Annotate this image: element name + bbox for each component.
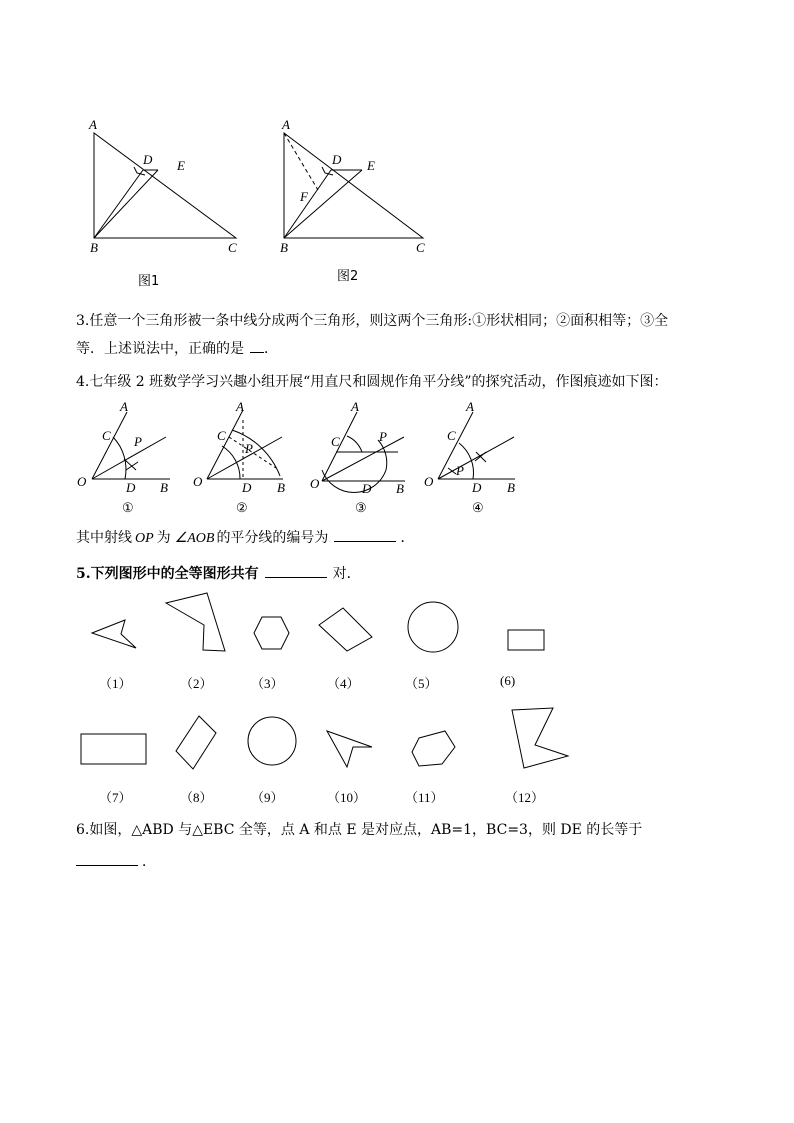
q4f1-label-a: A bbox=[120, 399, 128, 414]
question-6-answer-line bbox=[76, 851, 156, 873]
q5-caption-12: （12） bbox=[505, 790, 545, 805]
fig2-label-c: C bbox=[416, 240, 425, 255]
shape-5 bbox=[408, 602, 458, 652]
fig1-label-d: D bbox=[143, 152, 153, 167]
q4f3-label-o: O bbox=[310, 476, 320, 491]
q4f3-label-d: D bbox=[362, 481, 372, 496]
shape-12 bbox=[512, 708, 568, 768]
fig2-caption: 图2 bbox=[337, 269, 359, 284]
q4f4-label-o: O bbox=[424, 474, 434, 489]
fig2-label-b: B bbox=[280, 240, 288, 255]
q5-caption-6: (6) bbox=[500, 673, 516, 688]
shape-6 bbox=[508, 630, 544, 650]
fig1-label-a: A bbox=[89, 117, 97, 132]
q5-caption-5: （5） bbox=[405, 676, 438, 691]
q4f4-label-d: D bbox=[472, 480, 482, 495]
q5-stem-post: 对． bbox=[332, 566, 361, 582]
q4f4-label-b: B bbox=[507, 480, 515, 495]
q4f1-label-d: D bbox=[126, 480, 136, 495]
q4-answer-end: ． bbox=[400, 530, 415, 546]
q4f4-label-a: A bbox=[466, 399, 474, 414]
q4f2-label-o: O bbox=[193, 474, 203, 489]
shape-8 bbox=[176, 716, 216, 769]
shape-2 bbox=[166, 593, 225, 651]
q4f3-label-a: A bbox=[351, 399, 359, 414]
q4-marker-1: ① bbox=[122, 500, 134, 515]
q4f1-label-p: P bbox=[134, 434, 142, 449]
fig2-label-e: E bbox=[367, 158, 375, 173]
q4-marker-2: ② bbox=[236, 500, 248, 515]
fig1-label-b: B bbox=[90, 240, 98, 255]
q6-answer-blank[interactable] bbox=[76, 865, 138, 866]
q4-answer-pre: 其中射线 bbox=[76, 530, 132, 546]
q4f3-label-c: C bbox=[331, 434, 340, 449]
q5-caption-4: （4） bbox=[327, 676, 360, 691]
question-3-text: 等．上述说法中，正确的是 bbox=[76, 341, 244, 357]
fig2-label-a: A bbox=[282, 117, 290, 132]
q5-caption-10: （10） bbox=[327, 790, 367, 805]
q4f1-label-o: O bbox=[77, 474, 87, 489]
q4f2-label-b: B bbox=[277, 480, 285, 495]
q5-caption-8: （8） bbox=[180, 790, 213, 805]
shape-9 bbox=[248, 717, 296, 765]
q4f4-label-c: C bbox=[447, 428, 456, 443]
q4f2-label-p: P bbox=[245, 441, 253, 456]
shape-7 bbox=[81, 734, 146, 764]
fig1-label-e: E bbox=[177, 158, 185, 173]
q4-answer-post: 的平分线的编号为 bbox=[216, 530, 329, 546]
shape-1 bbox=[92, 620, 136, 648]
q4-answer-mid: 为 bbox=[156, 530, 171, 546]
q4f1-label-c: C bbox=[102, 428, 111, 443]
q4f3-label-b: B bbox=[396, 481, 404, 496]
q4f2-label-a: A bbox=[236, 399, 244, 414]
q4f2-label-d: D bbox=[242, 480, 252, 495]
q4-marker-3: ③ bbox=[355, 500, 367, 515]
q4f3-label-p: P bbox=[379, 429, 387, 444]
q5-caption-1: （1） bbox=[99, 676, 132, 691]
q5-caption-9: （9） bbox=[251, 790, 284, 805]
question-6-stem: 6.如图，△ABD 与△EBC 全等，点 A 和点 E 是对应点，AB=1，BC=3，则 DE 的长等于 bbox=[76, 822, 643, 838]
q5-caption-3: （3） bbox=[251, 676, 284, 691]
q5-stem-pre: 5.下列图形中的全等图形共有 bbox=[76, 566, 259, 582]
q6-end: ． bbox=[142, 854, 156, 870]
fig2-label-d: D bbox=[332, 152, 342, 167]
q4f2-label-c: C bbox=[217, 428, 226, 443]
question-3-line-1: 3.任意一个三角形被一条中线分成两个三角形，则这两个三角形:①形状相同；②面积相等；③全 bbox=[76, 313, 669, 329]
q4-angle-aob: ∠AOB bbox=[174, 531, 215, 546]
q4-marker-4: ④ bbox=[472, 500, 484, 515]
fig2-label-f: F bbox=[300, 189, 308, 204]
q5-caption-2: （2） bbox=[180, 676, 213, 691]
fig1-caption: 图1 bbox=[138, 274, 160, 289]
q4f4-label-p: P bbox=[456, 463, 464, 478]
shape-10 bbox=[327, 731, 372, 767]
question-3-end: ． bbox=[264, 341, 278, 357]
question-4-stem: 4.七年级 2 班数学学习兴趣小组开展“用直尺和圆规作角平分线”的探究活动，作图痕迹如下图： bbox=[76, 374, 668, 390]
q5-caption-11: （11） bbox=[405, 790, 444, 805]
fig1-label-c: C bbox=[228, 240, 237, 255]
shape-11 bbox=[412, 731, 455, 766]
q4-ray-op: OP bbox=[135, 531, 154, 546]
q4f1-label-b: B bbox=[160, 480, 168, 495]
q5-caption-7: （7） bbox=[99, 790, 132, 805]
shape-4 bbox=[319, 608, 372, 651]
shape-3 bbox=[254, 617, 289, 649]
